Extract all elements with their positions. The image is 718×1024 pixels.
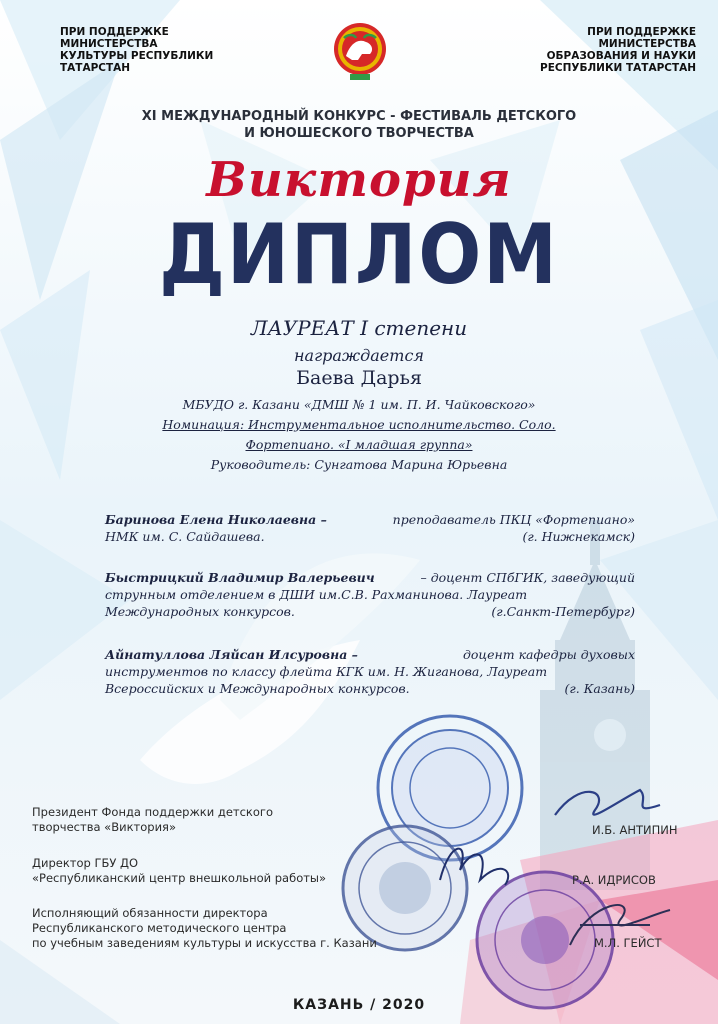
jury-text: НМК им. С. Сайдашева. <box>105 529 265 544</box>
signatory-title <box>32 856 326 886</box>
signatory-title-line: творчества «Виктория» <box>32 820 176 834</box>
signatory-title-line: по учебным заведениям культуры и искусства г. Казани <box>32 936 377 950</box>
jury-line <box>105 663 635 680</box>
purple-seal-stamp <box>477 872 613 1008</box>
award-degree: ЛАУРЕАТ I степени <box>250 316 468 340</box>
support-left-line: ТАТАРСТАН <box>60 62 131 74</box>
tatarstan-emblem-icon <box>332 16 388 86</box>
jury-text: струнным отделением в ДШИ им.С.В. Рахманинова. Лауреат <box>105 587 528 602</box>
awarded-label: награждается <box>293 346 424 365</box>
contest-title-line: И ЮНОШЕСКОГО ТВОРЧЕСТВА <box>244 126 474 141</box>
brand-name: Виктория <box>206 152 512 208</box>
jury-text: Международных конкурсов. <box>105 604 295 619</box>
jury-line <box>105 603 635 620</box>
support-right <box>540 26 696 74</box>
jury-line <box>105 586 635 603</box>
footer-city-year: КАЗАНЬ / 2020 <box>292 997 426 1013</box>
jury-text: преподаватель ПКЦ «Фортепиано» <box>392 512 635 527</box>
recipient-school: МБУДО г. Казани «ДМШ № 1 им. П. И. Чайковского» <box>182 397 536 412</box>
signatory-title <box>32 805 273 835</box>
signatory-title-line: Директор ГБУ ДО <box>32 856 139 870</box>
support-right-line: МИНИСТЕРСТВА <box>598 38 696 50</box>
contest-title-line: XI МЕЖДУНАРОДНЫЙ КОНКУРС - ФЕСТИВАЛЬ ДЕТСКОГО <box>141 109 577 124</box>
jury-name: Баринова Елена Николаевна – <box>105 512 327 527</box>
jury-line <box>105 680 635 697</box>
signatory-name: Р.А. ИДРИСОВ <box>572 873 656 887</box>
support-left-line: МИНИСТЕРСТВА <box>60 38 158 50</box>
signatory-title-line: Исполняющий обязанности директора <box>32 906 268 920</box>
jury-text: доцент кафедры духовых <box>462 647 635 662</box>
jury-name: Быстрицкий Владимир Валерьевич <box>105 570 375 585</box>
recipient-name: Баева Дарья <box>296 367 422 389</box>
jury-name: Айнатуллова Ляйсан Илсуровна – <box>105 647 358 662</box>
support-right-line: ОБРАЗОВАНИЯ И НАУКИ <box>546 50 696 62</box>
jury-line <box>105 528 635 545</box>
mentor-line: Руководитель: Сунгатова Марина Юрьевна <box>210 457 508 472</box>
signatory-title <box>32 906 377 951</box>
signatory-title-line: Республиканского методического центра <box>32 921 287 935</box>
jury-member <box>105 511 635 545</box>
contest-title <box>0 108 718 142</box>
support-right-line: ПРИ ПОДДЕРЖКЕ <box>587 26 696 38</box>
support-left <box>60 26 213 74</box>
signatory-name: М.Л. ГЕЙСТ <box>594 936 662 950</box>
jury-city: (г. Нижнекамск) <box>522 529 635 544</box>
diploma-heading: ДИПЛОМ <box>159 206 559 304</box>
nomination-line: Номинация: Инструментальное исполнительство. Соло. <box>162 417 556 432</box>
jury-member <box>105 569 635 620</box>
support-right-line: РЕСПУБЛИКИ ТАТАРСТАН <box>540 62 697 74</box>
jury-line <box>105 646 635 663</box>
signatory-title-line: Президент Фонда поддержки детского <box>32 805 273 819</box>
jury-text: инструментов по классу флейта КГК им. Н. Жиганова, Лауреат <box>105 664 548 679</box>
signatory-title-line: «Республиканский центр внешкольной работы» <box>32 871 327 885</box>
jury-line <box>105 511 635 528</box>
jury-text: Всероссийских и Международных конкурсов. <box>105 681 410 696</box>
nomination-line: Фортепиано. «I младшая группа» <box>245 437 473 452</box>
jury-city: (г.Санкт-Петербург) <box>491 604 635 619</box>
signatory-name: И.Б. АНТИПИН <box>592 823 678 837</box>
jury-member <box>105 646 635 697</box>
jury-line <box>105 569 635 586</box>
jury-text: – доцент СПбГИК, заведующий <box>420 570 635 585</box>
support-left-line: КУЛЬТУРЫ РЕСПУБЛИКИ <box>60 50 214 62</box>
support-left-line: ПРИ ПОДДЕРЖКЕ <box>60 26 169 38</box>
jury-city: (г. Казань) <box>564 681 635 696</box>
